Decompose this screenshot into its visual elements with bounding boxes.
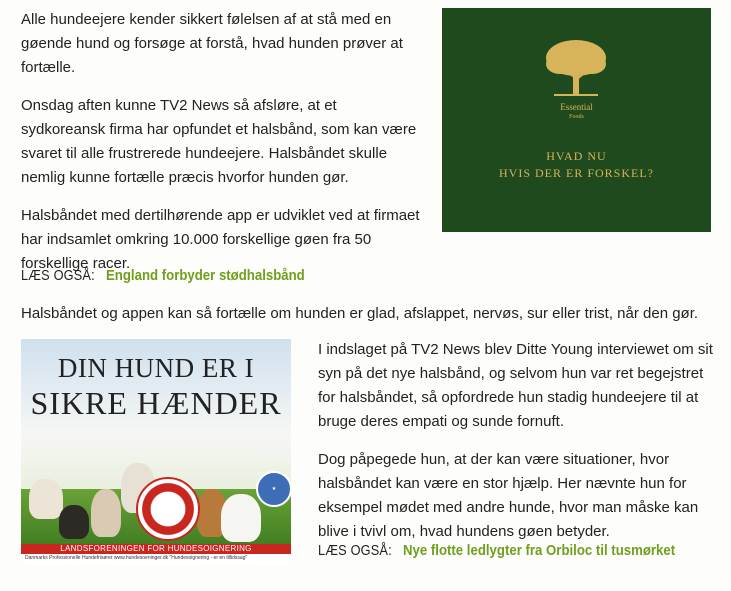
brand-label: Essential [560, 102, 593, 112]
essential-foods-ad[interactable] [442, 8, 711, 232]
article-right-column [318, 338, 713, 558]
read-also-label: LÆS OGSÅ: [21, 267, 95, 284]
dog-image [29, 479, 63, 519]
dog-image [59, 505, 89, 539]
read-also-1 [21, 267, 332, 284]
ad-footer: Danmarks Professionelle Hundefrisører www.hundesoeninger.dk "Hundesoignering - er en tillidssag" [21, 554, 291, 563]
ad-headline-line1: HVAD NU [546, 149, 607, 163]
read-also-2 [318, 542, 712, 559]
association-seal-icon [136, 477, 200, 541]
paragraph: Halsbåndet med dertilhørende app er udviklet ved at firmaet har indsamlet omkring 10.000 forskellige gøen fra 50 forskellige racer. [21, 207, 420, 272]
ad-headline [442, 148, 711, 182]
paragraph: Onsdag aften kunne TV2 News så afsløre, at et sydkoreansk firma har opfundet et halsbånd, som kan være svaret til alle frustrerede hundeejere. Halsbåndet skulle nemlig kunne fortælle præcis hvorfor hunden gør. [21, 97, 417, 186]
brand-sub: Foods [569, 114, 584, 120]
read-also-link-1[interactable]: England forbyder stødhalsbånd [106, 267, 305, 284]
ad-bar: LANDSFORENINGEN FOR HUNDESOIGNERING [21, 544, 291, 554]
dog-image [91, 489, 121, 537]
ad-headline-line2: HVIS DER ER FORSKEL? [498, 166, 654, 180]
brand-name [442, 102, 711, 122]
paragraph: I indslaget på TV2 News blev Ditte Young interviewet om sit syn på det nye halsbånd, og selvom hun var ret begejstret for halsbåndet, så opfordrede hun stadig hundeejere til at bruge deres empati og sunde fornuft. [318, 341, 713, 430]
ad-title-line1: DIN HUND ER I [57, 353, 255, 383]
article-top-column [21, 8, 421, 290]
paragraph: Halsbåndet og appen kan så fortælle om hunden er glad, afslappet, nervøs, sur eller trist, når den gør. [21, 305, 699, 322]
ad-title-line2: SIKRE HÆNDER [30, 385, 282, 421]
quality-badge-icon: ★ [256, 471, 291, 507]
paragraph: Dog påpegede hun, at der kan være situationer, hvor halsbåndet kan være en stor hjælp. Her nævnte hun for eksempel mødet med andre hunde, hvor man måske kan blive i tvivl om, hvad hundens gøen betyder. [318, 451, 699, 540]
paragraph: Alle hundeejere kender sikkert følelsen af at stå med en gøende hund og forsøge at forstå, hvad hunden prøver at fortælle. [21, 11, 403, 76]
tree-logo-icon [536, 30, 616, 110]
read-also-link-2[interactable]: Nye flotte ledlygter fra Orbiloc til tusmørket [403, 542, 676, 559]
dog-grooming-ad[interactable] [21, 339, 291, 563]
dog-image [221, 494, 261, 542]
read-also-label: LÆS OGSÅ: [318, 542, 392, 559]
